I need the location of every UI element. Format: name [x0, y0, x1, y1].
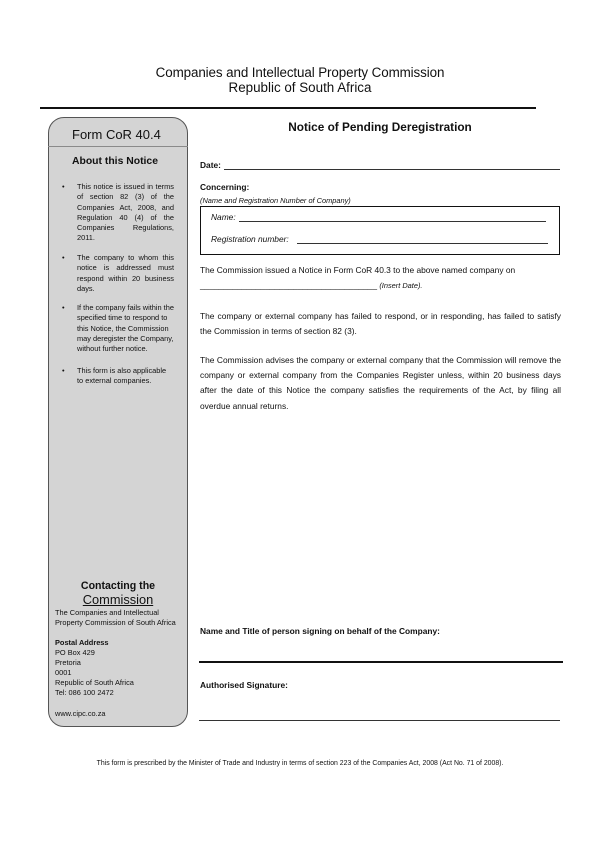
- about-heading: About this Notice: [71, 156, 158, 167]
- postal-line: 0001: [55, 668, 72, 677]
- date-field[interactable]: [224, 169, 560, 170]
- name-label: Name:: [211, 212, 236, 222]
- contact-heading-commission: Commission: [82, 592, 154, 607]
- form-code: Form CoR 40.4: [72, 127, 161, 142]
- registration-field[interactable]: [297, 243, 548, 244]
- notice-title: Notice of Pending Deregistration: [288, 120, 472, 134]
- footer-note: This form is prescribed by the Minister of Trade and Industry in terms of section 223 of the Companies Act, 2008 (Act No. 71 of 2008).: [96, 760, 504, 767]
- bullet-icon: •: [62, 366, 65, 375]
- paragraph-issued-notice: [200, 263, 561, 293]
- bullet-icon: •: [62, 182, 65, 191]
- telephone: Tel: 086 100 2472: [55, 688, 114, 697]
- signer-field[interactable]: [199, 661, 563, 663]
- bullet-icon: •: [62, 303, 65, 312]
- country-name: Republic of South Africa: [228, 80, 372, 95]
- postal-line: Republic of South Africa: [55, 678, 134, 687]
- org-name-line-2: Property Commission of South Africa: [55, 618, 176, 627]
- registration-label: Registration number:: [211, 234, 289, 244]
- bullet-icon: •: [62, 253, 65, 262]
- name-field[interactable]: [239, 221, 546, 222]
- commission-name: Companies and Intellectual Property Commission: [155, 65, 445, 80]
- header-divider: [40, 107, 536, 109]
- org-name-line-1: The Companies and Intellectual: [55, 608, 159, 617]
- insert-date-field[interactable]: ______________________________________: [200, 280, 377, 291]
- about-bullet-2: The company to whom this notice is addressed must respond within 20 business days.: [77, 253, 174, 293]
- concerning-label: Concerning:: [200, 182, 250, 192]
- insert-date-note: (Insert Date).: [379, 281, 423, 291]
- about-bullet-4: This form is also applicable to external companies.: [77, 366, 167, 386]
- postal-line: Pretoria: [55, 658, 81, 667]
- concerning-note: (Name and Registration Number of Company): [200, 196, 351, 205]
- paragraph-failed-respond: The company or external company has failed to respond, or in responding, has failed to satisfy the Commission in terms of section 82 (3).: [200, 311, 561, 337]
- postal-heading: Postal Address: [55, 638, 109, 647]
- date-label: Date:: [200, 160, 221, 170]
- about-bullet-1: This notice is issued in terms of section 82 (3) of the Companies Act, 2008, and Regulation 40 (4) of the Companies Regulations, 2011.: [77, 182, 174, 243]
- signature-field[interactable]: [199, 720, 560, 721]
- signature-label: Authorised Signature:: [200, 680, 288, 690]
- signer-label: Name and Title of person signing on behalf of the Company:: [200, 626, 440, 636]
- contact-heading: Contacting the: [80, 580, 156, 592]
- sidebar-divider: [48, 146, 188, 147]
- paragraph-issued-text: The Commission issued a Notice in Form CoR 40.3 to the above named company on: [200, 265, 516, 275]
- company-details-box: [200, 206, 560, 255]
- website-link: www.cipc.co.za: [55, 709, 106, 718]
- about-bullet-3: If the company fails within the specified time to respond to this Notice, the Commission may deregister the Company, without further notice.: [77, 303, 174, 354]
- postal-line: PO Box 429: [55, 648, 95, 657]
- paragraph-commission-advises: The Commission advises the company or external company that the Commission will remove the company or external company from the Companies Register unless, within 20 business days after the date of this Notice the company satisfies the requirements of the Act, by filing all overdue annual returns.: [200, 355, 561, 411]
